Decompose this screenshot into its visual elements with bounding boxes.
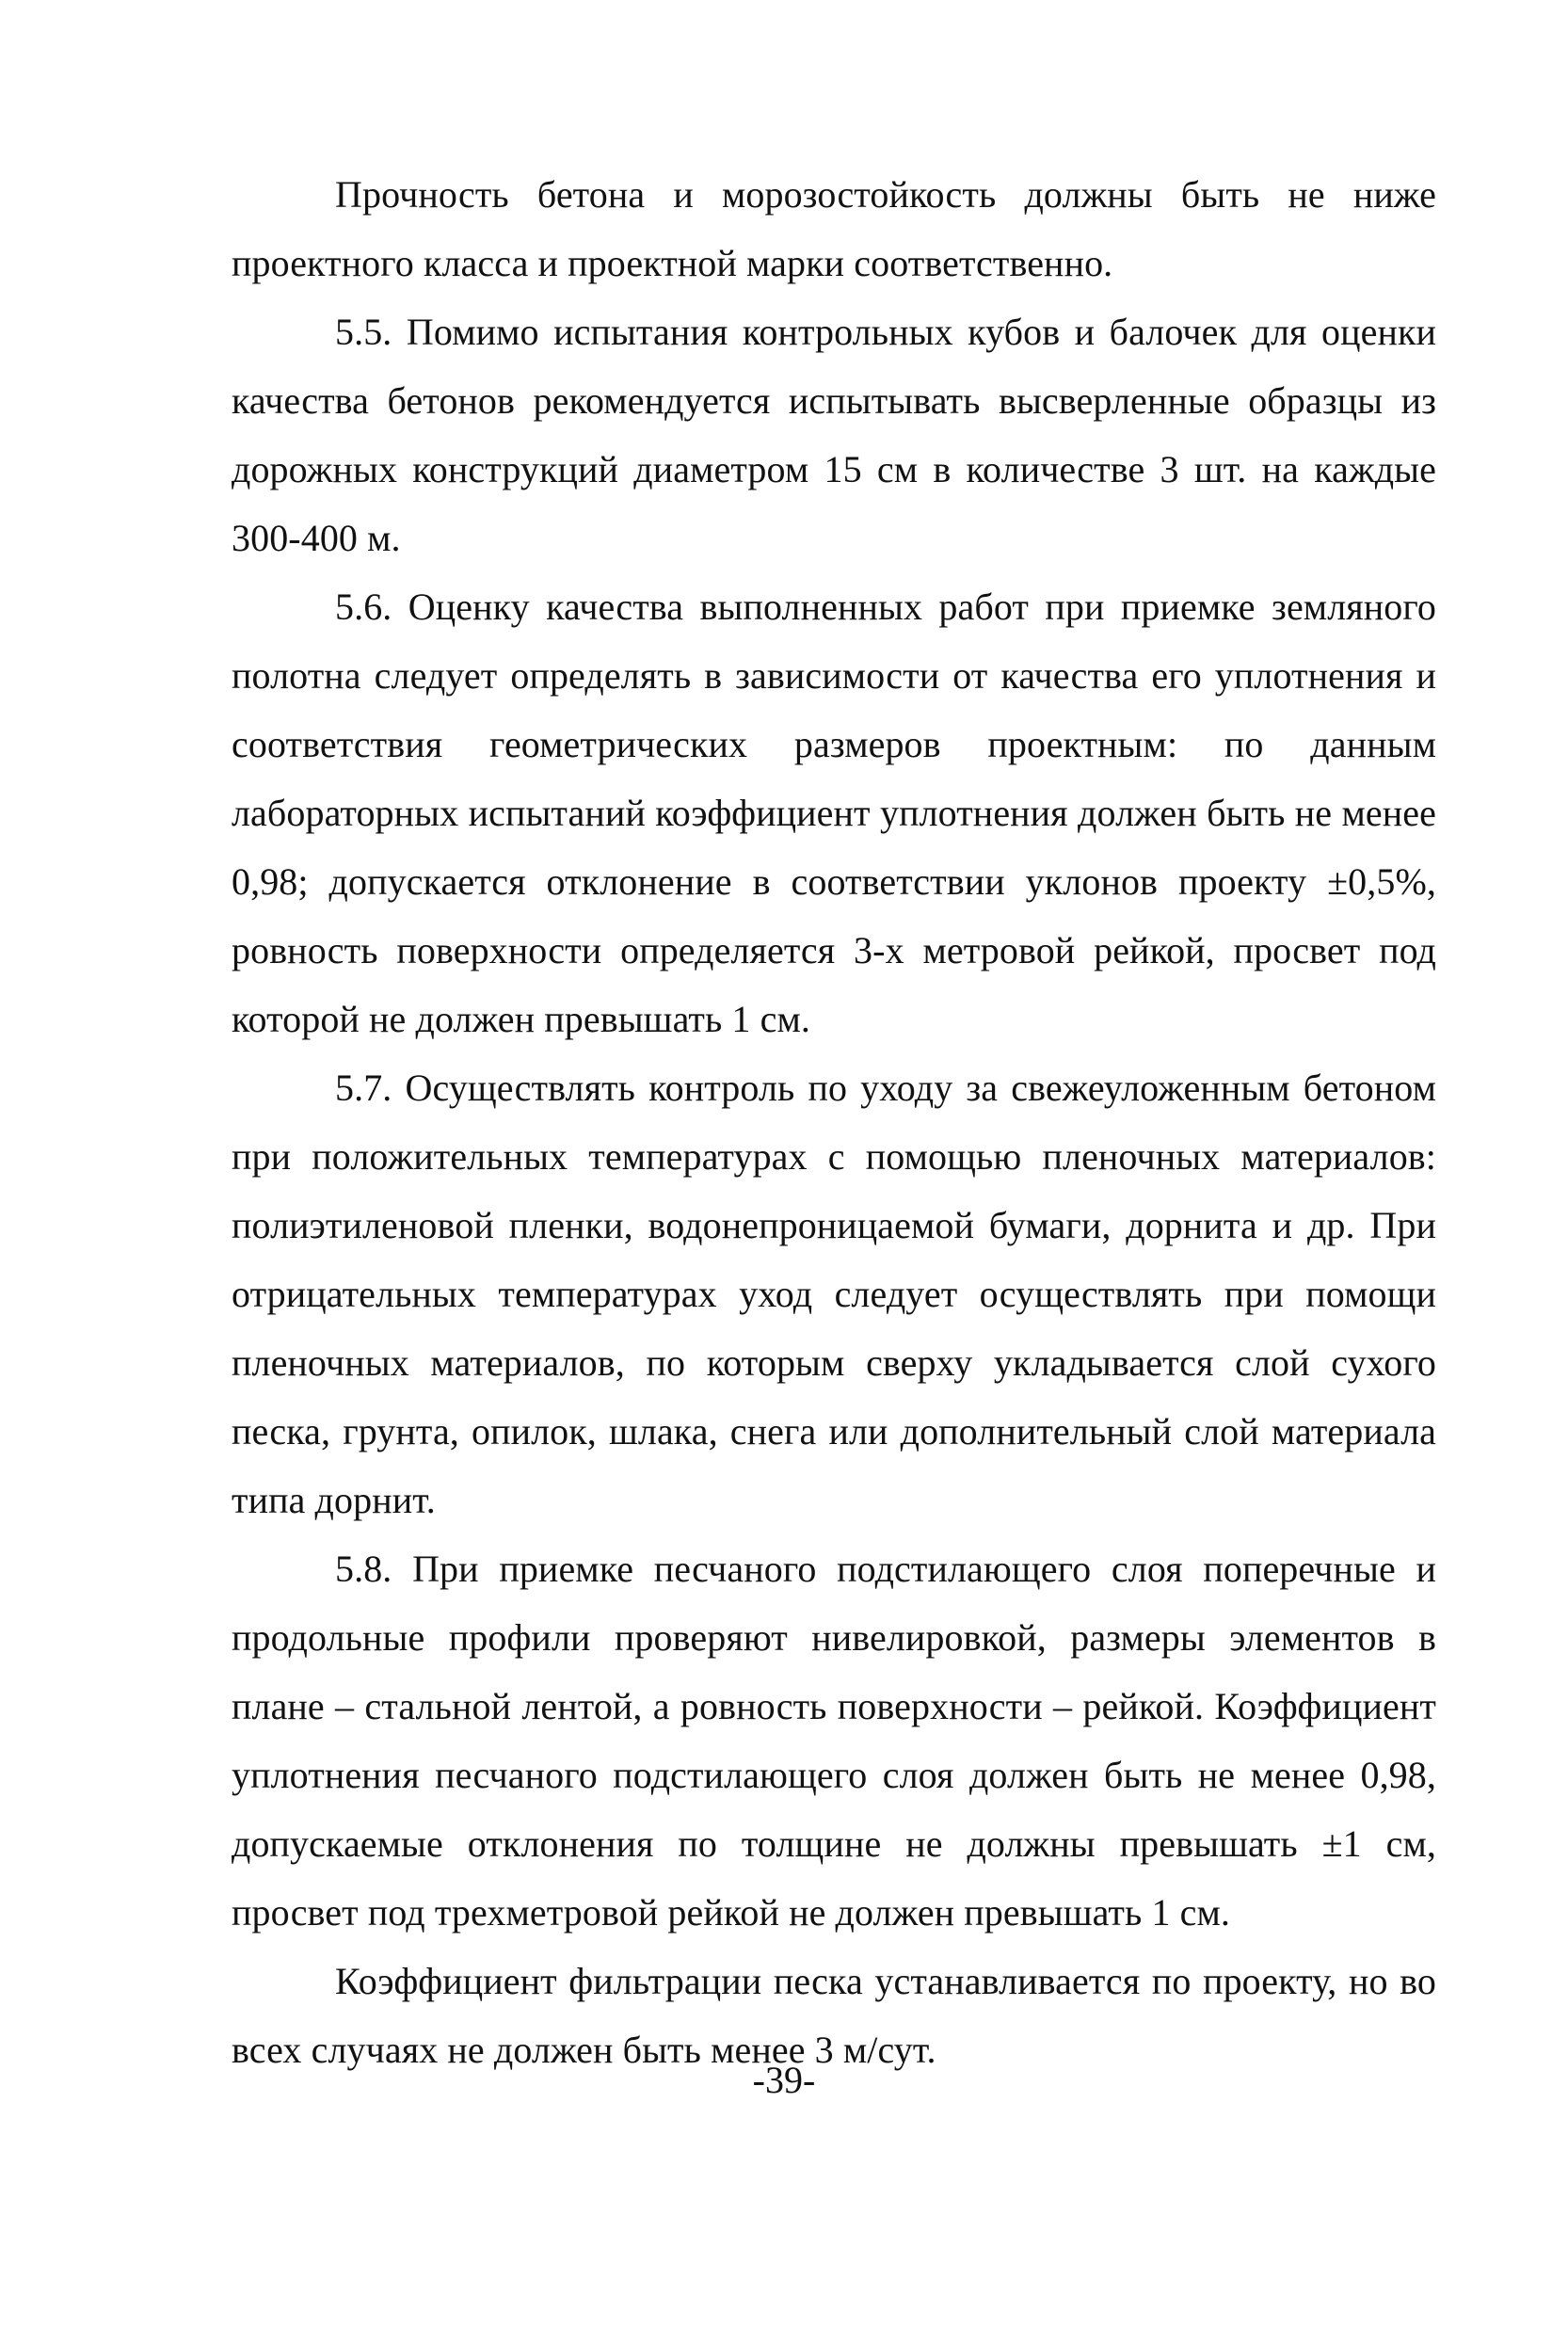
paragraph-5-8: 5.8. При приемке песчаного подстилающего слоя поперечные и продольные профили проверяют нивелировкой, размеры элементов в плане – стальной лентой, а ровность поверхности – рейкой. Коэффициент уплотнения песчаного подстилающего слоя должен быть не менее 0,98, допускаемые отклонения по толщине не должны превышать ±1 см, просвет под трехметровой рейкой не должен превышать 1 см.	[232, 1548, 1436, 1934]
body-text	[232, 160, 1436, 2084]
paragraph-5-6: 5.6. Оценку качества выполненных работ при приемке земляного полотна следует определять в зависимости от качества его уплотнения и соответствия геометрических размеров проектным: по данным лабораторных испытаний коэффициент уплотнения должен быть не менее 0,98; допускается отклонение в соответствии уклонов проекту ±0,5%, ровность поверхности определяется 3-х метровой рейкой, просвет под которой не должен превышать 1 см.	[232, 586, 1436, 1040]
paragraph-5-7: 5.7. Осуществлять контроль по уходу за свежеуложенным бетоном при положительных температурах с помощью пленочных материалов: полиэтиленовой пленки, водонепроницаемой бумаги, дорнита и др. При отрицательных температурах уход следует осуществлять при помощи пленочных материалов, по которым сверху укладывается слой сухого песка, грунта, опилок, шлака, снега или дополнительный слой материала типа дорнит.	[232, 1067, 1436, 1521]
paragraph-concrete-strength: Прочность бетона и морозостойкость должны быть не ниже проектного класса и проектной марки соответственно.	[232, 173, 1436, 284]
paragraph-filtration: Коэффициент фильтрации песка устанавливается по проекту, но во всех случаях не должен быть менее 3 м/сут.	[232, 1960, 1436, 2071]
page-number: -39-	[752, 2059, 816, 2101]
paragraph-5-5: 5.5. Помимо испытания контрольных кубов и балочек для оценки качества бетонов рекомендуется испытывать высверленные образцы из дорожных конструкций диаметром 15 см в количестве 3 шт. на каждые 300-400 м.	[232, 311, 1436, 559]
